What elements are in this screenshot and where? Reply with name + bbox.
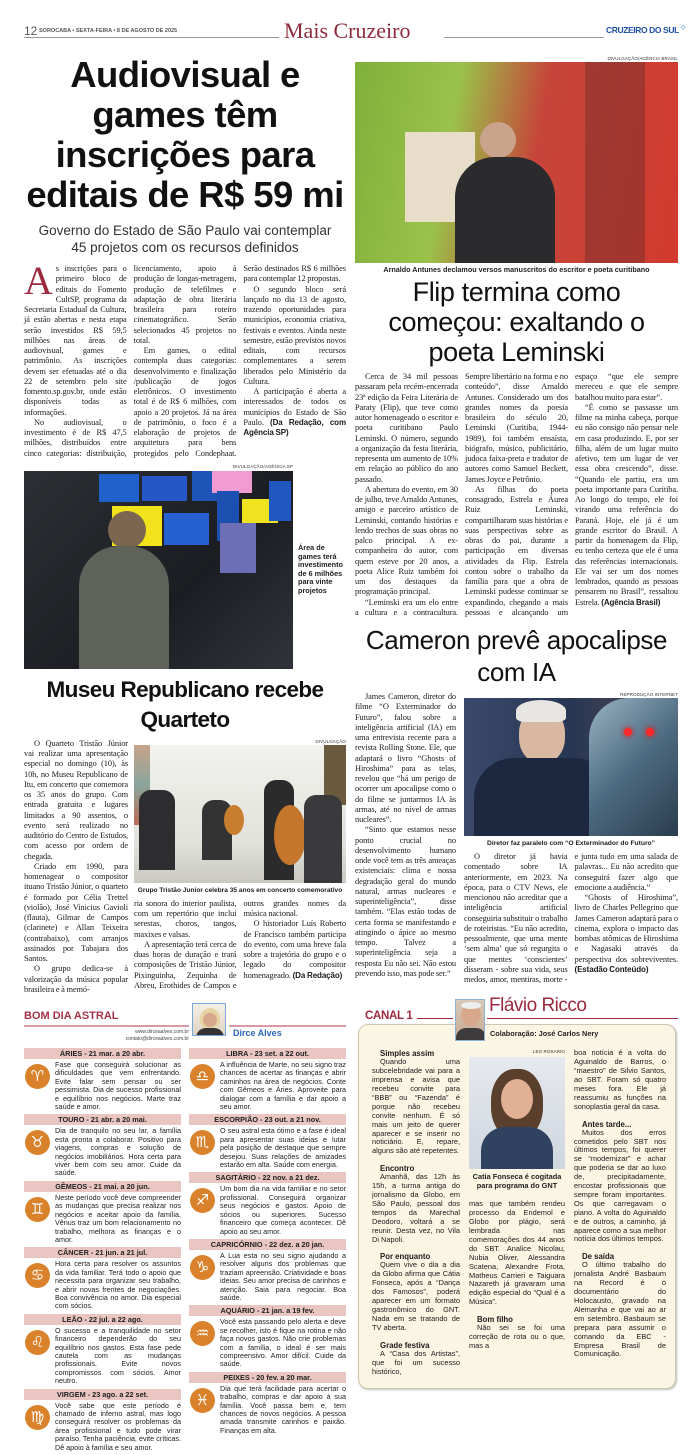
zodiac-icon: ♊ [25, 1197, 50, 1222]
note-heading: Simples assim [380, 1049, 435, 1059]
sign-body [24, 1127, 181, 1177]
paragraph: A abertura do evento, em 30 de julho, teve Arnaldo Antunes, amigo e parceiro artístico de Leminski, contando histórias e lendo trechos de suas obras no palco principal. A ex-companheira do autor, com quem esteve por 20 anos, a poeta Alice Ruiz também foi um dos destaques da programação principal. [355, 484, 458, 597]
sign-header: SAGITÁRIO - 22 nov. a 21 dez. [189, 1172, 346, 1183]
article-credit: (Estadão Conteúdo) [574, 964, 649, 974]
paragraph [575, 893, 679, 975]
sign-text: A influência de Marte, no seu signo traz chances de acertar as finanças e abrir caminhos na área de negócios. Conte com Gêmeos e Áries. Aproveite para dialogar com a família e dar apoio a seu amor. [220, 1060, 346, 1112]
horoscope-sign [189, 1048, 346, 1111]
sign-body [189, 1185, 346, 1235]
canal1-column-1 [372, 1049, 460, 1376]
logo-star-icon: ✧ [679, 23, 688, 34]
left-column [24, 0, 346, 1455]
paragraph: Criado em 1990, para homenagear o compositor ituano Tristão Júnior, o quarteto é formado por Célia Trettel (violão), José Vinicius Gavioli (flauta), Gilmar de Campos (clarinete) e Allan Teixeira (contrabaixo), com arranjos assinados por Tabajara dos Santos. [24, 861, 128, 963]
sign-text: A Lua esta no seu signo ajudando a resolver alguns dos problemas que traziam apreensão. Criatividade e boas ideias. Seu amor precisa de carinhos e atenção. Saia para negociar. Boa saúde. [220, 1250, 346, 1302]
paragraph: O diretor já havia comentado sobre IA anteriormente, em 2023. Na época, para o CTV News, ele mencionou não acreditar que a inteligência artificial conseguiria substituir o trabalho de roteiristas. “Eu não acredito, pessoalmente, que uma mente ‘sem alma’ que só regurgita o que mentes ‘conscientes’ disseram - sobre sua vida, seus medos, amor, mentiras, morte - e junta tudo em uma salada de palavras... Eu não acredito que conseguirá fazer algo que emocione a audiência.” [464, 852, 678, 984]
columnist-name: Flávio Ricco [489, 995, 587, 1017]
photo-credit: DIVULGAÇÃO/AGÊNCIA SP [232, 463, 293, 469]
sign-header: CÂNCER - 21 jun. a 21 jul. [24, 1247, 181, 1258]
sign-text: Você sabe que este período é chamado de inferno astral, mas logo conseguirá resolver os problemas da área profissional e tudo pode virar paraíso. Tenha paciência, evite críticas. Dê apoio à família e seu amor. [55, 1400, 181, 1452]
sign-header: ÁRIES - 21 mar. a 20 abr. [24, 1048, 181, 1059]
dateline: SOROCABA • SEXTA-FEIRA • 8 DE AGOSTO DE 2025 [39, 28, 178, 34]
sign-text: O sucesso e a tranquilidade no setor financeiro dependerão do seu equilíbrio nos gastos. Esta fase pede cautela com as mudanças profissionais. Evite novos compromissos com sócios. Amor neutro. [55, 1325, 181, 1386]
photo-caption-cameron: Diretor faz paralelo com “O Exterminador do Futuro” [487, 840, 655, 847]
subtitle-audiovisual: Governo do Estado de São Paulo vai contemplar 45 projetos com os recursos definidos [38, 223, 332, 255]
photo-credit: LEO ROSARIO [532, 1049, 565, 1055]
note-heading: Antes tarde... [582, 1119, 632, 1129]
canal1-title: CANAL 1 [365, 1010, 413, 1023]
canal1-column-2 [469, 1049, 565, 1351]
photo-gamer [24, 471, 293, 669]
paragraph: No audiovisual, o investimento é de R$ 47,5 milhões, distribuídos entre cinco categorias: distribuição, licenciamento, apoio à produção de longas-metragens, produção de telefilmes e adaptação de obra literária brasileira para roteiro cinematográfico. Serão selecionados 45 projetos no total. [24, 264, 237, 458]
paragraph [244, 919, 347, 981]
author-photo-dirce [192, 1003, 226, 1036]
headline-museu: Museu Republicano recebe Quarteto [46, 676, 324, 732]
paragraph: Cerca de 34 mil pessoas passaram pela recém-encerrada 23ª edição da Feira Literária de Paraty (Flip), que teve como autor homenageado o escritor e poeta curitibano Paulo Leminski. O número, segundo a organização da festa literária, representa um aumento de 10% em relação ao público do ano passado. [355, 372, 458, 484]
astral-email: contato@dirceaalves.com.br [125, 1036, 189, 1042]
sign-body [24, 1061, 181, 1111]
sign-text: Um bom dia na vida familiar e no setor profissional. Conseguirá organizar seus negócios e gastos. Apoio de sócios ou superiores. Sucesso financeiro que começa acontecer. Dê apoio ao seu amor. [220, 1184, 346, 1236]
paragraph [243, 387, 346, 438]
note-text: Não sei se foi uma correção de rota ou o que, mas a [469, 1323, 565, 1350]
paragraph-text: O historiador Luís Roberto de Francisco também participa do evento, com uma breve fala sobre a trajetória do grupo e o legado do compositor homenageado. [243, 919, 346, 980]
zodiac-icon: ♈ [25, 1064, 50, 1089]
zodiac-icon: ♍ [25, 1405, 50, 1430]
paragraph: Em games, o edital contempla duas categorias: desenvolvimento e finalização /publicação de jogos eletrônicos. O investimento total é de R$ 6 milhões, com apoio a 20 projetos. Já na área de patrimônio, o foco é a elaboração de projetos de arquitetura para bens protegidos pelo Condephaat. Serão destinados R$ 6 milhões para contemplar 12 propostas. [133, 264, 346, 458]
zodiac-icon: ♎ [190, 1064, 215, 1089]
note-heading: De saída [582, 1252, 615, 1262]
paragraph: James Cameron, diretor do filme “O Exterminador do Futuro”, falou sobre a inteligência artificial (IA) em uma entrevista recente para a revista Rolling Stone. Ele, que adaptará o livro “Ghosts of Hiroshima” para as telas, revelou que “há um perigo de ocorrer um apocalipse como o do filme se juntarmos IA às armas, até no nível de armas nucleares”. [355, 692, 456, 824]
horoscope-sign [24, 1048, 181, 1111]
sign-body [189, 1127, 346, 1169]
paragraph: As filhas do poeta consagrado, Estrela e Áurea Ruiz Leminski, compartilharam suas histórias e suas perspectivas sobre as obras do pai, durante a participação em diversas atividades da Flip. Estrela contou sobre o trabalho da família para que a obra de Leminski pudesse continuar se expandindo, chegando a mais pessoas e alcançando um espaço “que ele sempre mereceu e que ele sempre batalhou muito para estar”. [465, 372, 678, 617]
photo-caption-arnaldo: Arnaldo Antunes declamou versos manuscritos do escritor e poeta curitibano [383, 265, 650, 274]
zodiac-icon: ♓ [190, 1388, 215, 1413]
sign-text: Hora certa para resolver os assuntos da vida familiar. Terá todo o apoio que necessita para organizar seu trabalho, e abrir novas frentes de negociações. Boa convivência no amor. Dia especial com sócios. [55, 1259, 181, 1311]
canal1-notes [574, 1120, 666, 1360]
sign-header: CAPRICÓRNIO - 22 dez. a 20 jan. [189, 1239, 346, 1250]
photo-catia-fonseca [469, 1057, 565, 1169]
paragraph: “Sinto que estamos nesse ponto crucial no desenvolvimento humano onde você tem as três ameaças existenciais: clima e nossa degradação geral do mundo natural, armas nucleares e superinteligência”, disse também. “Elas estão todas de certa forma se manifestando e atingindo o ápice ao mesmo tempo. Talvez a superinteligência seja a resposta Eu não sei. Não estou prevendo isso, mas pode ser.” [355, 825, 456, 978]
photo-james-cameron [464, 698, 678, 836]
paragraph: ria sonora do interior paulista, com um repertório que inclui serestas, choros, tangos, maxixes e valsas. [134, 898, 237, 939]
article-body-cameron-right [464, 852, 678, 985]
sign-body [189, 1061, 346, 1111]
horoscope-sign [189, 1114, 346, 1169]
photo-credit: REPRODUÇÃO INTERNET [620, 692, 678, 697]
signs-left-column [24, 1048, 181, 1455]
sign-text: O seu astral esta ótimo e a fase é ideal para apresentar suas ideias e lutar pela posição de destaque que sempre desejou. Suas relações de amizades estarão em alta. Saúde com energia. [220, 1126, 346, 1170]
astral-website: www.dirceaalves.com.br [135, 1029, 189, 1035]
note-text: Amanhã, das 12h às 15h, a turma antiga do jornalismo da Globo, em São Paulo, pessoal dos tempos da Marechal Deodoro, voltará a se reunir. Desta vez, no Vila Di Napoli. [372, 1172, 460, 1244]
horoscope-sign [24, 1247, 181, 1310]
paragraph-text: “É como se passasse um filme na minha cabeça, porque eu não consigo não pensar nele em casa produzindo. E, por ser filha, além de um lugar muito afetivo, tem um lugar de ver essa obra crescendo”, disse. “Quando ele partiu, era um poeta importante para Curitiba. Ao longo do tempo, ele foi virando uma referência do Paraná. Hoje, ele já é um grande escritor do Brasil. A partir da homenagem da Flip, eu tenho certeza que ele é uma das referências internacionais. Ele vai ser um dos nomes lembrados, quando as pessoas pensarem no Brasil”, ressaltou Estrela. [575, 402, 678, 607]
sign-text: Dia que terá facilidade para acertar o trabalho, compras e dar apoio à sua família. Você passa bem e, tem chances de novos negócios. A pessoa amada transmite carinhos e paixão. Finanças em alta. [220, 1383, 346, 1435]
article-body-cameron-left [355, 692, 456, 979]
column-text: boa notícia é a volta do Aguinaldo de Barros, o “maestro” de Silvio Santos, ao SBT. Foram só quatro meses fora. Ele já reassumiu as funções na sonoplastia geral da casa. [574, 1048, 666, 1111]
photo-credit: DIVULGAÇÃO [315, 738, 346, 744]
sign-body [24, 1260, 181, 1310]
photo-credit: DIVULGAÇÃO/AGÊNCIA BRASIL [607, 56, 678, 61]
horoscope-sign [189, 1305, 346, 1368]
photo-quartet [134, 745, 346, 883]
note-text: A “Casa dos Artistas”, que foi um sucesso histórico, [372, 1348, 460, 1376]
article-credit: (Da Redação, com Agência SP) [243, 417, 346, 437]
headline-flip: Flip termina como começou: exaltando o poeta Leminski [388, 277, 645, 367]
headline-cameron: Cameron prevê apocalipse com IA [365, 625, 668, 687]
zodiac-icon: ♏ [190, 1130, 215, 1155]
sign-text: Você esta passando pelo alerta e deve se recolher, isto é fique na rotina e não faça novos gastos. Não crie problemas com a família, o ideal é ser mais compreensivo. Amor difícil. Cuide da saúde. [220, 1317, 346, 1369]
column-text: mas que também rendeu processo da Endemol e Globo por plágio, será lembrada nas comemorações dos 44 anos do SBT. Analice Nicolau, Nubia Oliver, Alessandra Scatena, Alexandre Frota, Matheus Carrieri e Taiguara Nazareth já gravaram uma edição especial do “Qual é a Música”. [469, 1199, 565, 1307]
horoscope-sign [24, 1114, 181, 1177]
article-body-museu-right [134, 899, 346, 991]
sign-text: Fase que conseguirá solucionar as dificuldades que vem enfrentando. Evite falar sem pensar ou ser pessimista. Dia de sucesso profissional e equilíbrio nos negócios. Marte traz saúde e amor. [55, 1060, 181, 1112]
paragraph: As inscrições para o primeiro bloco de editais do Fomento CultSP, programa da Secretaria Estadual da Cultura, já estão abertas e nesta etapa serão investidos R$ 59,5 milhões nas áreas de audiovisual, games e patrimônio. As inscrições devem ser efetuadas até o dia 22 de setembro pelo site fomento.sp.gov.br, onde estão disponíveis todas as informações. [24, 258, 127, 417]
paragraph-text: A participação é aberta a interessados de todos os municípios do Estado de São Paulo. [243, 387, 346, 427]
article-body-audiovisual [24, 258, 346, 459]
sign-text: Neste período você deve compreender as mudanças que precisa realizar nos negócios e aceitar apoio da família. Vênus traz um bom relacionamento no trabalho, melhora as finanças e o amor. [55, 1192, 181, 1244]
photo-caption-catia: Catia Fonseca é cogitada para programa do GNT [472, 1172, 562, 1191]
zodiac-icon: ♒ [190, 1321, 215, 1346]
sign-header: LEÃO - 22 jul. a 22 ago. [24, 1314, 181, 1325]
astral-author: Dirce Alves [233, 1028, 282, 1038]
paragraph: O segundo bloco será lançado no dia 13 de agosto, trazendo oportunidades para municípios, economia criativa, festivais e eventos. Ainda neste semestre, estão previstos novos editais, com recursos complementares a serem liberados pelo Ministério da Cultura. [243, 284, 346, 386]
zodiac-icon: ♑ [190, 1255, 215, 1280]
note-heading: Bom filho [477, 1315, 513, 1325]
page-number: 12 [24, 24, 38, 38]
note-heading: Grade festiva [380, 1340, 430, 1350]
sign-body [189, 1385, 346, 1435]
sign-body [24, 1402, 181, 1452]
paragraph: O Quarteto Tristão Júnior vai realizar uma apresentação especial no domingo (10), às 10h, no Museu Republicano de Itu, em concerto que comemora os 35 anos do grupo. Com entrada gratuita e lugares limitados a 90 assentos, o evento será realizado no auditório do Centro de Estudos, com acesso por ordem de chegada. [24, 738, 128, 861]
note-text: Quem vive o dia a dia da Globo afirma que Cátia Fonseca, após a “Dança dos Famosos”, poderá aparecer em um formato gastronômico do GNT. Nada em se tratando de TV aberta. [372, 1260, 460, 1332]
paragraph [575, 403, 678, 608]
zodiac-icon: ♋ [25, 1263, 50, 1288]
canal1-notes [469, 1315, 565, 1351]
canal1-column-3 [574, 1049, 666, 1359]
article-credit: (Agência Brasil) [601, 597, 661, 607]
sign-header: ESCORPIÃO - 23 out. a 21 nov. [189, 1114, 346, 1125]
sign-header: VIRGEM - 23 ago. a 22 set. [24, 1389, 181, 1400]
astral-section [24, 1003, 346, 1455]
horoscope-sign [189, 1172, 346, 1235]
sign-header: GÊMEOS - 21 mai. a 20 jun. [24, 1181, 181, 1192]
sign-body [189, 1318, 346, 1368]
horoscope-sign [24, 1181, 181, 1244]
photo-arnaldo-antunes [355, 62, 678, 263]
headline-audiovisual: Audiovisual e games têm inscrições para editais de R$ 59 mi [26, 54, 344, 215]
horoscope-sign [189, 1372, 346, 1435]
columnist-photo [455, 999, 485, 1041]
astral-title: BOM DIA ASTRAL [24, 1010, 119, 1022]
paragraph: O grupo dedica-se à valorização da música popular brasileira e à memó- [24, 964, 128, 994]
sign-body [189, 1252, 346, 1302]
signs-right-column [189, 1048, 346, 1455]
note-text: Muitos dos erros cometidos pelo SBT nos últimos tempos, foi querer se “modernizar” e achar que poderia se dar ao luxo de, precipitadamente, encostar profissionais que sempre foram importantes. Os que carregavam o piano. A volta do Aguinaldo e de outros, a caminho, já aparece como a sua melhor notícia dos últimos tempos. [574, 1127, 666, 1244]
sign-header: LIBRA - 23 set. a 22 out. [189, 1048, 346, 1059]
canal1-section [355, 991, 678, 1389]
note-text: Quando uma subcelebridade vai para a imprensa e avisa que recebeu convite para “BBB” ou “Fazenda” é porque não recebeu convite nenhum. É só mais um jeito de querer aparecer e se inserir no noticiário. E, repare, alguns são até repetentes. [372, 1057, 460, 1156]
zodiac-icon: ♌ [25, 1330, 50, 1355]
paragraph: “Leminski era um elo entre a cultura e a contracultura. Sempre libertário na forma e no conteúdo”, disse Arnaldo Antunes. Considerado um dos grandes nomes da poesia brasileira do século 20, Leminski (Curitiba, 1944-1989), foi também ensaísta, biógrafo, músico, publicitário, judoca faixa-preta e tradutor de autores como Samuel Beckett, James Joyce e Petrônio. [355, 372, 568, 617]
article-body-flip [355, 372, 678, 618]
photo-caption-quartet: Grupo Tristão Junior celebra 35 anos em concerto comemorativo [137, 886, 343, 894]
right-column [355, 0, 678, 1389]
note-heading: Por enquanto [380, 1252, 431, 1262]
paragraph: A apresentação terá cerca de duas horas de duração e trará composições de Tristão Júnior, Pixinguinha, Zequinha de Abreu, Erothides de Campos e outros grandes nomes da música nacional. [134, 898, 346, 990]
paragraph-text: “Ghosts of Hiroshima”, livro de Charles Pellegrino que James Cameron adaptará para o cinema, explora o impacto das bombas atômicas de Hiroshima e Nagasaki através da perspectiva dos sobreviventes. [574, 893, 678, 964]
collaboration-credit: Colaboração: José Carlos Nery [490, 1029, 599, 1039]
horoscope-sign [24, 1314, 181, 1386]
sign-header: AQUÁRIO - 21 jan. a 19 fev. [189, 1305, 346, 1316]
sign-body [24, 1327, 181, 1386]
article-credit: (Da Redação) [292, 970, 343, 980]
horoscope-sign [189, 1239, 346, 1302]
horoscope-sign [24, 1389, 181, 1452]
newspaper-logo: CRUZEIRO DO SUL [606, 25, 679, 35]
article-body-museu-left [24, 739, 128, 995]
photo-caption-games: Área de games terá investimento de 6 milhões para vinte projetos [298, 542, 344, 595]
section-title: Mais Cruzeiro [284, 18, 411, 43]
zodiac-icon: ♐ [190, 1188, 215, 1213]
sign-body [24, 1194, 181, 1244]
sign-header: PEIXES - 20 fev. a 20 mar. [189, 1372, 346, 1383]
note-heading: Encontro [380, 1164, 415, 1174]
sign-text: Dia de tranquilo no seu lar, a família esta pronta a colaborar. Positivo para viagens, compras e solução de negócios imobiliários. Hora certa para viver bem com seu amor. Cuide da saúde. [55, 1126, 181, 1178]
note-text: O último trabalho do jornalista André Basbaum na Record é o documentário do Holocausto, gravado na Alemanha e que vai ao ar em setembro. Basbaum se prepara para assumir o comando da EBC - Empresa Brasil de Comunicação. [574, 1260, 666, 1359]
zodiac-icon: ♉ [25, 1130, 50, 1155]
sign-header: TOURO - 21 abr. a 20 mai. [24, 1114, 181, 1125]
canal1-box [358, 1024, 676, 1389]
